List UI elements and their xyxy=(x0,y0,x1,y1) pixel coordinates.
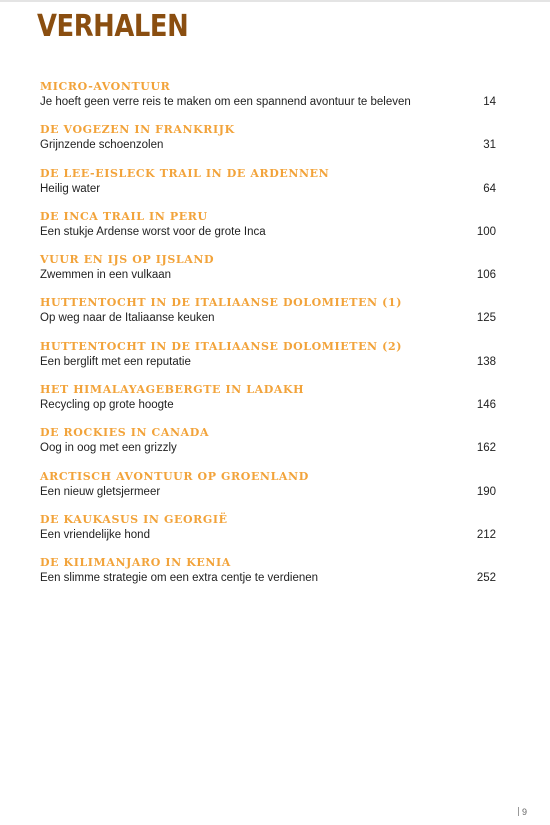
toc-entry-title: MICRO-AVONTUUR xyxy=(40,80,171,93)
toc-entry-page-number: 162 xyxy=(476,442,496,455)
toc-entry-title: DE KAUKASUS IN GEORGIË xyxy=(40,512,228,526)
toc-entry[interactable] xyxy=(40,556,496,599)
toc-entry-subtitle: Zwemmen in een vulkaan xyxy=(40,269,172,282)
toc-entry-title: HUTTENTOCHT IN DE ITALIAANSE DOLOMIETEN (2) xyxy=(40,339,403,353)
toc-entry[interactable] xyxy=(40,383,496,426)
toc-entry[interactable] xyxy=(40,210,496,253)
toc-entry[interactable] xyxy=(40,426,496,469)
toc-entry-page-number: 138 xyxy=(476,355,496,368)
toc-entry-page-number: 252 xyxy=(476,572,496,585)
toc-entry-title: DE KILIMANJARO IN KENIA xyxy=(40,556,231,570)
toc-entry-subtitle: Op weg naar de Italiaanse keuken xyxy=(40,312,215,325)
toc-entry-title: VUUR EN IJS OP IJSLAND xyxy=(40,253,215,267)
toc-entry[interactable] xyxy=(40,340,496,383)
toc-entry[interactable] xyxy=(40,470,496,513)
toc-entry-title: DE VOGEZEN IN FRANKRIJK xyxy=(40,123,235,137)
page-title: VERHALEN xyxy=(37,9,189,44)
toc-entry-page-number: 64 xyxy=(483,182,496,195)
toc-entry-subtitle: Je hoeft geen verre reis te maken om een spannend avontuur te beleven xyxy=(40,96,411,108)
page-number xyxy=(518,806,527,818)
toc-entry[interactable] xyxy=(40,167,496,210)
toc-entry-subtitle: Recycling op grote hoogte xyxy=(40,399,174,412)
toc-entry-page-number: 14 xyxy=(483,96,496,108)
toc-entry-title: DE INCA TRAIL IN PERU xyxy=(40,209,208,223)
toc-entry-title: DE LEE-EISLECK TRAIL IN DE ARDENNEN xyxy=(40,166,330,180)
toc-entry-page-number: 190 xyxy=(476,485,496,498)
toc-entry-page-number: 212 xyxy=(476,528,496,541)
toc-entry-subtitle: Een vriendelijke hond xyxy=(40,528,150,541)
toc-entry[interactable] xyxy=(40,253,496,296)
table-of-contents xyxy=(40,80,496,600)
page-number-value: 9 xyxy=(521,807,527,817)
toc-entry-page-number: 125 xyxy=(476,312,496,325)
toc-entry-title: HET HIMALAYAGEBERGTE IN LADAKH xyxy=(40,383,305,397)
toc-entry-page-number: 106 xyxy=(476,269,496,282)
folio-divider xyxy=(518,807,519,816)
toc-entry[interactable] xyxy=(40,513,496,556)
toc-entry-subtitle: Een nieuw gletsjermeer xyxy=(40,485,161,498)
toc-entry[interactable] xyxy=(40,123,496,166)
toc-entry-page-number: 100 xyxy=(476,225,496,238)
toc-entry[interactable] xyxy=(40,80,496,123)
toc-entry-page-number: 31 xyxy=(483,139,496,152)
toc-entry-subtitle: Heilig water xyxy=(40,182,101,195)
toc-entry-subtitle: Oog in oog met een grizzly xyxy=(40,442,177,455)
toc-entry-title: ARCTISCH AVONTUUR OP GROENLAND xyxy=(40,469,309,483)
toc-entry-subtitle: Een stukje Ardense worst voor de grote Inca xyxy=(40,225,266,238)
toc-entry-subtitle: Een slimme strategie om een extra centje te verdienen xyxy=(40,572,319,585)
toc-entry-subtitle: Een berglift met een reputatie xyxy=(40,355,191,368)
toc-entry[interactable] xyxy=(40,296,496,339)
toc-entry-title: HUTTENTOCHT IN DE ITALIAANSE DOLOMIETEN (1) xyxy=(40,296,403,310)
toc-entry-subtitle: Grijnzende schoenzolen xyxy=(40,139,164,152)
toc-entry-page-number: 146 xyxy=(476,399,496,412)
top-divider xyxy=(0,0,550,2)
toc-entry-title: DE ROCKIES IN CANADA xyxy=(40,426,210,440)
